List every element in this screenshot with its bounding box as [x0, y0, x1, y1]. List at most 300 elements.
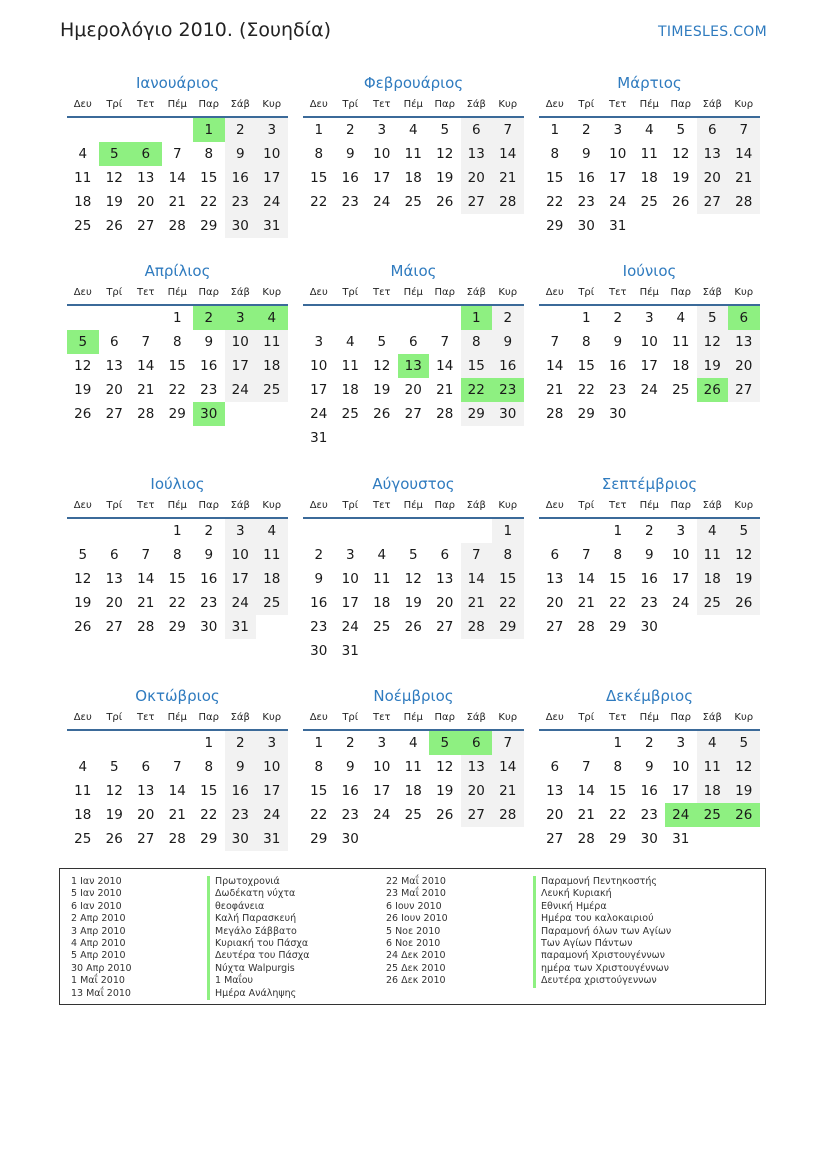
weekday-label: Δευ — [545, 500, 564, 511]
day-cell: 3 — [676, 523, 686, 539]
day-cell: 29 — [200, 831, 218, 847]
legend-date: 5 Νοε 2010 — [386, 925, 441, 937]
empty-cell — [366, 306, 398, 330]
weekday-label: Δευ — [545, 287, 564, 298]
weekday-label: Κυρ — [262, 712, 282, 723]
day-cell: 1 — [550, 122, 560, 138]
day-cell: 6 — [461, 118, 493, 142]
day-cell: 2 — [193, 306, 225, 330]
day-cell: 1 — [613, 735, 623, 751]
day-cell: 22 — [168, 382, 186, 398]
month-block — [303, 72, 524, 214]
day-cell: 30 — [640, 831, 658, 847]
day-cell: 25 — [74, 831, 92, 847]
day-cell: 4 — [697, 519, 729, 543]
day-cell: 17 — [225, 567, 257, 591]
day-cell: 5 — [67, 330, 99, 354]
weekday-label: Τετ — [372, 287, 391, 298]
day-cell: 22 — [492, 591, 524, 615]
day-cell: 12 — [105, 170, 123, 186]
day-cell: 13 — [728, 330, 760, 354]
day-cell: 9 — [204, 334, 214, 350]
day-cell: 16 — [492, 354, 524, 378]
day-cell: 10 — [310, 358, 328, 374]
day-cell: 25 — [256, 591, 288, 615]
day-cell: 27 — [105, 619, 123, 635]
empty-cell — [539, 519, 571, 543]
day-cell: 11 — [697, 755, 729, 779]
day-cell: 24 — [256, 803, 288, 827]
day-cell: 14 — [577, 783, 595, 799]
day-cell: 22 — [609, 595, 627, 611]
weekday-header — [303, 94, 524, 118]
legend-holiday-name: Ημέρα του καλοκαιριού — [533, 913, 671, 925]
day-cell: 15 — [609, 571, 627, 587]
day-cell: 1 — [461, 306, 493, 330]
day-cell: 7 — [581, 759, 591, 775]
day-cell: 8 — [172, 547, 182, 563]
day-cell: 20 — [728, 354, 760, 378]
legend-names-col-1 — [207, 876, 310, 1000]
day-cell: 6 — [697, 118, 729, 142]
weekday-label: Δευ — [309, 287, 328, 298]
day-cell: 2 — [345, 122, 355, 138]
day-cell: 20 — [404, 382, 422, 398]
legend-date: 1 Ιαν 2010 — [71, 876, 122, 887]
empty-cell — [99, 731, 131, 755]
day-cell: 18 — [373, 595, 391, 611]
day-cell: 27 — [461, 803, 493, 827]
weekday-label: Τετ — [136, 287, 155, 298]
legend-date: 6 Ιουν 2010 — [386, 900, 442, 912]
day-cell: 28 — [577, 831, 595, 847]
day-cell: 13 — [137, 783, 155, 799]
days-grid — [67, 118, 288, 238]
day-cell: 16 — [341, 783, 359, 799]
day-cell: 28 — [577, 619, 595, 635]
legend-holiday-name: Μεγάλο Σάββατο — [207, 926, 310, 938]
weekday-label: Τετ — [608, 287, 627, 298]
day-cell: 3 — [225, 306, 257, 330]
weekday-header — [67, 94, 288, 118]
day-cell: 9 — [314, 571, 324, 587]
legend-holiday-name: Νύχτα Walpurgis — [207, 963, 310, 975]
day-cell: 15 — [461, 354, 493, 378]
day-cell: 19 — [74, 595, 92, 611]
weekday-label: Κυρ — [734, 500, 754, 511]
day-cell: 24 — [225, 378, 257, 402]
weekday-label: Πέμ — [167, 712, 187, 723]
weekday-label: Παρ — [198, 287, 219, 298]
weekday-label: Σάβ — [466, 712, 486, 723]
day-cell: 10 — [373, 146, 391, 162]
day-cell: 15 — [577, 358, 595, 374]
day-cell: 21 — [137, 595, 155, 611]
weekday-label: Πέμ — [403, 712, 423, 723]
legend-names-col-2 — [533, 876, 671, 988]
day-cell: 29 — [577, 406, 595, 422]
day-cell: 20 — [546, 595, 564, 611]
day-cell: 6 — [109, 334, 119, 350]
day-cell: 29 — [310, 831, 328, 847]
empty-cell — [99, 306, 131, 330]
weekday-label: Τρί — [578, 287, 595, 298]
weekday-label: Τετ — [372, 712, 391, 723]
weekday-label: Τρί — [342, 500, 359, 511]
day-cell: 12 — [728, 543, 760, 567]
weekday-label: Πέμ — [403, 287, 423, 298]
day-cell: 28 — [728, 190, 760, 214]
day-cell: 3 — [256, 118, 288, 142]
day-cell: 15 — [546, 170, 564, 186]
day-cell: 3 — [644, 310, 654, 326]
weekday-label: Δευ — [545, 99, 564, 110]
day-cell: 30 — [225, 214, 257, 238]
weekday-label: Σάβ — [230, 287, 250, 298]
legend-holiday-name: Παραμονή όλων των Αγίων — [533, 926, 671, 938]
weekday-label: Πέμ — [167, 500, 187, 511]
day-cell: 21 — [492, 166, 524, 190]
day-cell: 28 — [436, 406, 454, 422]
weekday-label: Παρ — [198, 712, 219, 723]
day-cell: 7 — [172, 146, 182, 162]
legend-date: 26 Ιουν 2010 — [386, 913, 448, 925]
weekday-label: Τρί — [578, 712, 595, 723]
weekday-label: Σάβ — [702, 287, 722, 298]
day-cell: 9 — [613, 334, 623, 350]
day-cell: 26 — [105, 831, 123, 847]
day-cell: 25 — [697, 803, 729, 827]
day-cell: 11 — [341, 358, 359, 374]
day-cell: 10 — [341, 571, 359, 587]
day-cell: 10 — [256, 142, 288, 166]
day-cell: 5 — [728, 731, 760, 755]
day-cell: 11 — [697, 543, 729, 567]
legend-date: 6 Ιαν 2010 — [71, 900, 122, 912]
day-cell: 4 — [697, 731, 729, 755]
legend-holiday-name: Δευτέρα του Πάσχα — [207, 950, 310, 962]
day-cell: 1 — [492, 519, 524, 543]
day-cell: 25 — [373, 619, 391, 635]
empty-cell — [571, 519, 603, 543]
day-cell: 21 — [492, 779, 524, 803]
legend-holiday-name: θεοφάνεια — [207, 901, 310, 913]
day-cell: 31 — [225, 615, 257, 639]
weekday-label: Κυρ — [262, 287, 282, 298]
day-cell: 23 — [310, 619, 328, 635]
weekday-label: Πέμ — [639, 500, 659, 511]
weekday-label: Παρ — [670, 500, 691, 511]
weekday-label: Δευ — [309, 500, 328, 511]
weekday-label: Τρί — [106, 712, 123, 723]
month-block — [67, 473, 288, 639]
legend-date: 2 Απρ 2010 — [71, 913, 126, 925]
day-cell: 9 — [345, 146, 355, 162]
day-cell: 22 — [310, 807, 328, 823]
weekday-label: Τετ — [608, 712, 627, 723]
day-cell: 28 — [168, 831, 186, 847]
day-cell: 17 — [225, 354, 257, 378]
weekday-label: Σάβ — [230, 99, 250, 110]
day-cell: 15 — [168, 358, 186, 374]
weekday-header — [539, 282, 760, 306]
month-block — [67, 685, 288, 851]
day-cell: 5 — [408, 547, 418, 563]
day-cell: 22 — [546, 194, 564, 210]
days-grid — [539, 519, 760, 639]
empty-cell — [130, 519, 162, 543]
day-cell: 2 — [225, 731, 257, 755]
day-cell: 31 — [672, 831, 690, 847]
empty-cell — [162, 731, 194, 755]
day-cell: 25 — [404, 807, 422, 823]
empty-cell — [67, 118, 99, 142]
day-cell: 12 — [373, 358, 391, 374]
day-cell: 14 — [436, 358, 454, 374]
day-cell: 27 — [105, 406, 123, 422]
weekday-header — [67, 282, 288, 306]
day-cell: 19 — [436, 783, 454, 799]
legend-holiday-name: Λευκή Κυριακή — [533, 888, 671, 900]
site-link[interactable]: TIMESLES.COM — [658, 24, 767, 40]
day-cell: 21 — [436, 382, 454, 398]
day-cell: 8 — [172, 334, 182, 350]
empty-cell — [398, 306, 430, 330]
weekday-label: Δευ — [73, 99, 92, 110]
weekday-header — [539, 495, 760, 519]
day-cell: 20 — [436, 595, 454, 611]
day-cell: 31 — [609, 218, 627, 234]
day-cell: 20 — [105, 382, 123, 398]
legend-holiday-name: ημέρα των Χριστουγέννων — [533, 963, 671, 975]
days-grid — [67, 519, 288, 639]
day-cell: 20 — [461, 166, 493, 190]
weekday-label: Κυρ — [734, 287, 754, 298]
day-cell: 5 — [109, 759, 119, 775]
weekday-label: Σάβ — [702, 99, 722, 110]
day-cell: 19 — [728, 779, 760, 803]
day-cell: 20 — [546, 807, 564, 823]
day-cell: 27 — [436, 619, 454, 635]
day-cell: 10 — [225, 543, 257, 567]
day-cell: 7 — [141, 334, 151, 350]
day-cell: 10 — [672, 759, 690, 775]
days-grid — [539, 306, 760, 426]
day-cell: 16 — [225, 166, 257, 190]
day-cell: 26 — [373, 406, 391, 422]
month-block — [303, 473, 524, 663]
day-cell: 17 — [373, 783, 391, 799]
day-cell: 16 — [200, 571, 218, 587]
weekday-label: Παρ — [198, 500, 219, 511]
weekday-label: Τετ — [608, 99, 627, 110]
weekday-label: Πέμ — [639, 287, 659, 298]
day-cell: 4 — [345, 334, 355, 350]
days-grid — [303, 118, 524, 214]
day-cell: 19 — [728, 567, 760, 591]
day-cell: 17 — [672, 783, 690, 799]
weekday-label: Σάβ — [230, 500, 250, 511]
empty-cell — [130, 306, 162, 330]
day-cell: 28 — [492, 190, 524, 214]
empty-cell — [130, 118, 162, 142]
month-block — [539, 473, 760, 639]
day-cell: 13 — [398, 354, 430, 378]
day-cell: 25 — [672, 382, 690, 398]
day-cell: 17 — [672, 571, 690, 587]
day-cell: 27 — [137, 218, 155, 234]
day-cell: 27 — [728, 378, 760, 402]
legend-holiday-name: Παραμονή Πεντηκοστής — [533, 876, 671, 888]
day-cell: 18 — [404, 170, 422, 186]
legend-date: 6 Νοε 2010 — [386, 938, 441, 950]
day-cell: 15 — [200, 783, 218, 799]
day-cell: 16 — [200, 358, 218, 374]
day-cell: 9 — [581, 146, 591, 162]
day-cell: 19 — [404, 595, 422, 611]
day-cell: 15 — [200, 170, 218, 186]
weekday-label: Πέμ — [167, 99, 187, 110]
legend-holiday-name: Δωδέκατη νύχτα — [207, 888, 310, 900]
day-cell: 9 — [204, 547, 214, 563]
day-cell: 17 — [256, 166, 288, 190]
day-cell: 27 — [546, 619, 564, 635]
day-cell: 30 — [609, 406, 627, 422]
day-cell: 7 — [172, 759, 182, 775]
day-cell: 12 — [436, 759, 454, 775]
day-cell: 10 — [640, 334, 658, 350]
month-name: Ιανουάριος — [135, 74, 219, 92]
day-cell: 6 — [550, 759, 560, 775]
day-cell: 8 — [613, 759, 623, 775]
day-cell: 8 — [613, 547, 623, 563]
empty-cell — [67, 306, 99, 330]
day-cell: 8 — [461, 330, 493, 354]
day-cell: 3 — [613, 122, 623, 138]
weekday-label: Σάβ — [466, 500, 486, 511]
legend-dates-col-2 — [386, 876, 448, 988]
weekday-label: Δευ — [73, 712, 92, 723]
legend-date: 1 Μαΐ 2010 — [71, 975, 125, 987]
empty-cell — [130, 731, 162, 755]
day-cell: 11 — [373, 571, 391, 587]
day-cell: 17 — [256, 779, 288, 803]
weekday-label: Παρ — [670, 287, 691, 298]
day-cell: 26 — [74, 406, 92, 422]
weekday-label: Παρ — [434, 99, 455, 110]
empty-cell — [539, 731, 571, 755]
day-cell: 7 — [728, 118, 760, 142]
month-block — [303, 685, 524, 851]
day-cell: 6 — [130, 142, 162, 166]
weekday-label: Κυρ — [262, 99, 282, 110]
day-cell: 12 — [105, 783, 123, 799]
day-cell: 19 — [672, 170, 690, 186]
days-grid — [539, 118, 760, 238]
day-cell: 9 — [492, 330, 524, 354]
weekday-label: Τετ — [608, 500, 627, 511]
day-cell: 13 — [105, 571, 123, 587]
day-cell: 23 — [492, 378, 524, 402]
day-cell: 13 — [461, 755, 493, 779]
day-cell: 23 — [609, 382, 627, 398]
day-cell: 24 — [672, 595, 690, 611]
day-cell: 18 — [697, 779, 729, 803]
day-cell: 29 — [609, 619, 627, 635]
holiday-legend — [59, 868, 766, 1005]
empty-cell — [429, 519, 461, 543]
day-cell: 31 — [256, 214, 288, 238]
day-cell: 1 — [193, 118, 225, 142]
legend-date: 25 Δεκ 2010 — [386, 962, 446, 974]
legend-holiday-name: Πρωτοχρονιά — [207, 876, 310, 888]
weekday-label: Τετ — [136, 500, 155, 511]
day-cell: 9 — [225, 142, 257, 166]
month-block — [67, 260, 288, 426]
weekday-label: Κυρ — [498, 99, 518, 110]
weekday-label: Σάβ — [466, 287, 486, 298]
weekday-label: Δευ — [309, 99, 328, 110]
day-cell: 20 — [137, 807, 155, 823]
day-cell: 5 — [78, 547, 88, 563]
day-cell: 28 — [137, 619, 155, 635]
day-cell: 16 — [341, 170, 359, 186]
month-block — [539, 260, 760, 426]
day-cell: 2 — [644, 523, 654, 539]
day-cell: 24 — [665, 803, 697, 827]
day-cell: 12 — [672, 146, 690, 162]
weekday-header — [67, 495, 288, 519]
day-cell: 16 — [310, 595, 328, 611]
day-cell: 29 — [200, 218, 218, 234]
day-cell: 10 — [672, 547, 690, 563]
empty-cell — [303, 519, 335, 543]
legend-holiday-name: παραμονή Χριστουγέννων — [533, 950, 671, 962]
day-cell: 6 — [440, 547, 450, 563]
day-cell: 24 — [373, 807, 391, 823]
day-cell: 20 — [461, 779, 493, 803]
day-cell: 26 — [697, 378, 729, 402]
day-cell: 17 — [609, 170, 627, 186]
day-cell: 19 — [74, 382, 92, 398]
legend-holiday-name: Εθνική Ημέρα — [533, 901, 671, 913]
empty-cell — [67, 731, 99, 755]
day-cell: 17 — [373, 170, 391, 186]
day-cell: 18 — [640, 170, 658, 186]
day-cell: 1 — [172, 310, 182, 326]
day-cell: 23 — [200, 382, 218, 398]
day-cell: 3 — [676, 735, 686, 751]
day-cell: 7 — [141, 547, 151, 563]
legend-date: 3 Απρ 2010 — [71, 925, 126, 937]
days-grid — [303, 306, 524, 450]
day-cell: 1 — [314, 122, 324, 138]
day-cell: 29 — [168, 406, 186, 422]
empty-cell — [303, 306, 335, 330]
legend-date: 26 Δεκ 2010 — [386, 975, 446, 987]
day-cell: 18 — [697, 567, 729, 591]
day-cell: 22 — [461, 378, 493, 402]
month-block — [539, 685, 760, 851]
day-cell: 2 — [613, 310, 623, 326]
day-cell: 18 — [74, 807, 92, 823]
day-cell: 13 — [461, 142, 493, 166]
day-cell: 18 — [404, 783, 422, 799]
day-cell: 12 — [74, 358, 92, 374]
weekday-label: Δευ — [545, 712, 564, 723]
day-cell: 25 — [697, 591, 729, 615]
weekday-header — [303, 495, 524, 519]
